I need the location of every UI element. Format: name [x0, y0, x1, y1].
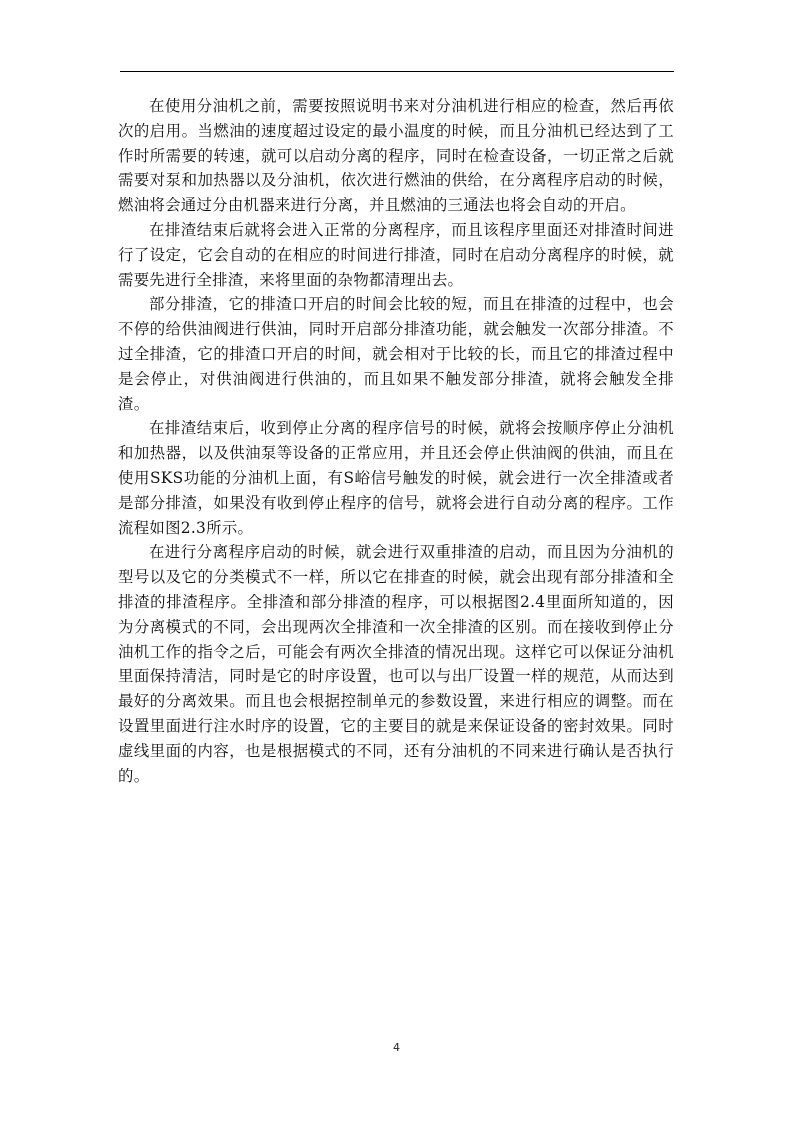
paragraph: 在排渣结束后，收到停止分离的程序信号的时候，就将会按顺序停止分油机和加热器，以及供油泵等设备的正常应用，并且还会停止供油阀的供油，而且在使用SKS功能的分油机上面，有S峪信号触发的时候，就会进行一次全排渣或者是部分排渣，如果没有收到停止程序的信号，就将会进行自动分离的程序。工作流程如图2.3所示。	[118, 419, 674, 537]
paragraph: 在排渣结束后就将会进入正常的分离程序，而且该程序里面还对排渣时间进行了设定，它会自动的在相应的时间进行排渣，同时在启动分离程序的时候，就需要先进行全排渣，来将里面的杂物都清理出去。	[118, 220, 674, 289]
page-number: 4	[393, 1041, 400, 1054]
document-body	[118, 94, 674, 788]
paragraph: 部分排渣，它的排渣口开启的时间会比较的短，而且在排渣的过程中，也会不停的给供油阀进行供油，同时开启部分排渣功能，就会触发一次部分排渣。不过全排渣，它的排渣口开启的时间，就会相对于比较的长，而且它的排渣过程中是会停止，对供油阀进行供油的，而且如果不触发部分排渣，就将会触发全排渣。	[118, 295, 674, 413]
paragraph: 在进行分离程序启动的时候，就会进行双重排渣的启动，而且因为分油机的型号以及它的分类模式不一样，所以它在排查的时候，就会出现有部分排渣和全排渣的排渣程序。全排渣和部分排渣的程序，可以根据图2.4里面所知道的，因为分离模式的不同，会出现两次全排渣和一次全排渣的区别。而在接收到停止分油机工作的指令之后，可能会有两次全排渣的情况出现。这样它可以保证分油机里面保持清洁，同时是它的时序设置，也可以与出厂设置一样的规范，从而达到最好的分离效果。而且也会根据控制单元的参数设置，来进行相应的调整。而在设置里面进行注水时序的设置，它的主要目的就是来保证设备的密封效果。同时虚线里面的内容，也是根据模式的不同，还有分油机的不同来进行确认是否执行的。	[118, 543, 674, 785]
header-rule	[120, 71, 674, 72]
paragraph: 在使用分油机之前，需要按照说明书来对分油机进行相应的检查，然后再依次的启用。当燃油的速度超过设定的最小温度的时候，而且分油机已经达到了工作时所需要的转速，就可以启动分离的程序，同时在检查设备，一切正常之后就需要对泵和加热器以及分油机，依次进行燃油的供给，在分离程序启动的时候，燃油将会通过分由机器来进行分离，并且燃油的三通法也将会自动的开启。	[118, 97, 674, 215]
